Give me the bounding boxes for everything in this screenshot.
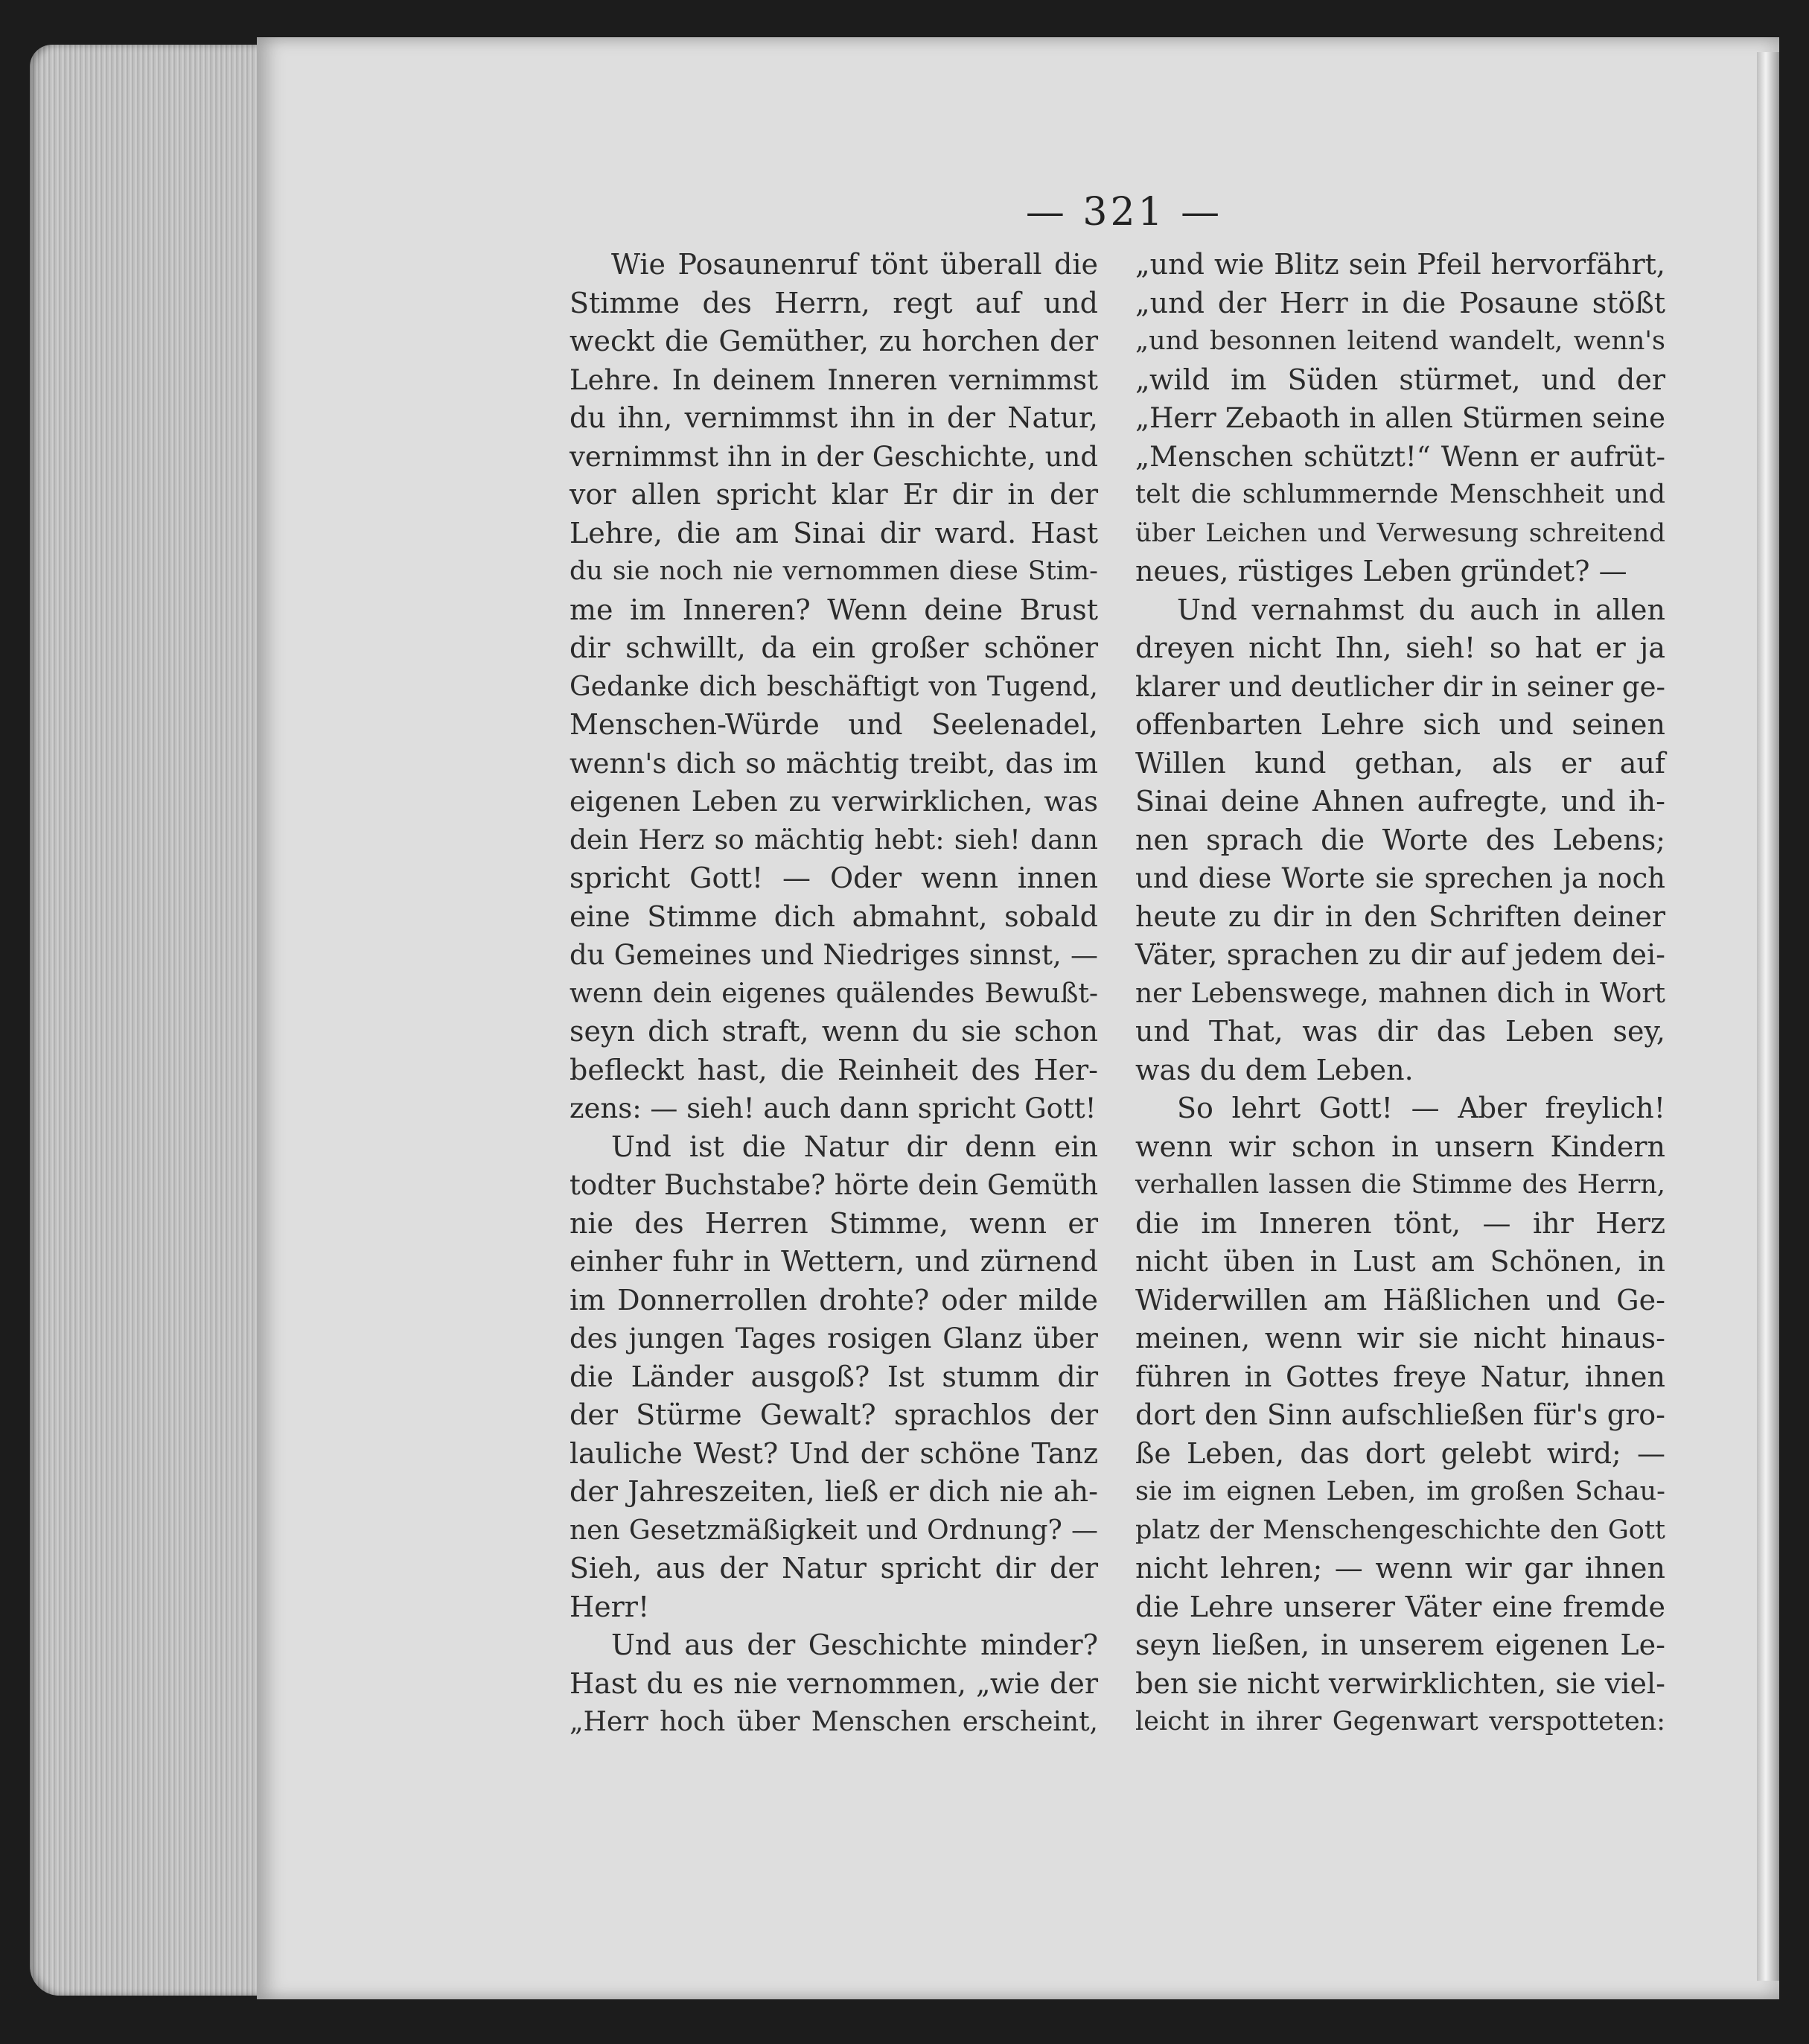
right-text-column	[1135, 246, 1665, 1742]
text-line: der Jahreszeiten, ließ er dich nie ah-	[570, 1475, 1098, 1508]
text-line: ße Leben, das dort gelebt wird; —	[1135, 1436, 1665, 1470]
text-line: verhallen lassen die Stimme des Herrn,	[1135, 1170, 1665, 1200]
text-line: klarer und deutlicher dir in seiner ge-	[1135, 670, 1665, 703]
text-line: „und der Herr in die Posaune stößt	[1135, 286, 1665, 319]
text-line: „Herr Zebaoth in allen Stürmen seine	[1135, 402, 1665, 434]
text-line: führen in Gottes freye Natur, ihnen	[1135, 1360, 1665, 1393]
text-line: sie im eignen Leben, im großen Schau-	[1135, 1477, 1665, 1506]
text-line: Lehre. In deinem Inneren vernimmst	[570, 363, 1098, 396]
text-line: eine Stimme dich abmahnt, sobald	[570, 900, 1098, 933]
text-line: me im Inneren? Wenn deine Brust	[570, 593, 1098, 626]
text-line: des jungen Tages rosigen Glanz über	[570, 1322, 1098, 1354]
text-line: Widerwillen am Häßlichen und Ge-	[1135, 1283, 1665, 1316]
text-line: todter Buchstabe? hörte dein Gemüth	[570, 1169, 1099, 1201]
text-line: Sinai deine Ahnen aufregte, und ih-	[1135, 785, 1665, 818]
text-line: Gedanke dich beschäftigt von Tugend,	[570, 671, 1098, 702]
text-line: ner Lebenswege, mahnen dich in Wort	[1135, 978, 1665, 1009]
text-line: „Herr hoch über Menschen erscheint,	[570, 1707, 1098, 1737]
text-line: vernimmst ihn in der Geschichte, und	[570, 440, 1098, 473]
text-line: du sie noch nie vernommen diese Stim-	[570, 556, 1098, 586]
text-line: was du dem Leben.	[1135, 1053, 1414, 1086]
text-line: dort den Sinn aufschließen für's gro-	[1135, 1398, 1665, 1431]
text-line: nie des Herren Stimme, wenn er	[570, 1206, 1098, 1240]
text-line: die im Inneren tönt, — ihr Herz	[1135, 1206, 1665, 1240]
text-line: befleckt hast, die Reinheit des Her-	[570, 1053, 1098, 1086]
text-line: Und vernahmst du auch in allen	[1177, 593, 1665, 626]
page-curl-edge	[1757, 52, 1779, 1981]
text-line: „wild im Süden stürmet, und der	[1135, 363, 1665, 396]
text-line: dir schwillt, da ein großer schöner	[570, 631, 1098, 664]
text-line: wenn dein eigenes quälendes Bewußt-	[570, 978, 1098, 1009]
text-line: dein Herz so mächtig hebt: sieh! dann	[570, 824, 1098, 856]
text-line: und diese Worte sie sprechen ja noch	[1135, 862, 1665, 894]
text-line: ben sie nicht verwirklichten, sie viel-	[1135, 1666, 1665, 1700]
text-line: Herr!	[570, 1590, 650, 1623]
text-line: wenn wir schon in unsern Kindern	[1135, 1130, 1665, 1163]
text-line: neues, rüstiges Leben gründet? —	[1135, 555, 1627, 588]
text-line: eigenen Leben zu verwirklichen, was	[570, 786, 1098, 818]
text-line: spricht Gott! — Oder wenn innen	[570, 862, 1098, 894]
text-line: Menschen-Würde und Seelenadel,	[570, 708, 1098, 741]
text-line: im Donnerrollen drohte? oder milde	[570, 1283, 1098, 1316]
text-line: Lehre, die am Sinai dir ward. Hast	[570, 516, 1098, 550]
text-line: Wie Posaunenruf tönt überall die	[611, 248, 1098, 281]
text-line: Stimme des Herrn, regt auf und	[570, 286, 1098, 319]
text-line: telt die schlummernde Menschheit und	[1135, 480, 1665, 509]
text-line: die Lehre unserer Väter eine fremde	[1135, 1590, 1665, 1623]
text-line: „und besonnen leitend wandelt, wenn's	[1135, 326, 1665, 356]
text-line: leicht in ihrer Gegenwart verspotteten:	[1135, 1707, 1665, 1736]
text-line: „und wie Blitz sein Pfeil hervorfährt,	[1135, 248, 1665, 281]
text-line: nen sprach die Worte des Lebens;	[1135, 823, 1665, 856]
text-line: Hast du es nie vernommen, „wie der	[570, 1666, 1098, 1700]
text-line: zens: — sieh! auch dann spricht Gott!	[570, 1092, 1097, 1124]
text-line: offenbarten Lehre sich und seinen	[1135, 708, 1665, 741]
text-line: Und ist die Natur dir denn ein	[611, 1130, 1098, 1163]
book-page-edges	[30, 45, 268, 1996]
text-line: Sieh, aus der Natur spricht dir der	[570, 1552, 1098, 1585]
text-line: nicht lehren; — wenn wir gar ihnen	[1135, 1552, 1665, 1585]
text-line: nen Gesetzmäßigkeit und Ordnung? —	[570, 1515, 1098, 1546]
text-line: nicht üben in Lust am Schönen, in	[1135, 1245, 1665, 1278]
text-line: platz der Menschengeschichte den Gott	[1135, 1515, 1665, 1545]
text-line: der Stürme Gewalt? sprachlos der	[570, 1398, 1098, 1431]
text-line: meinen, wenn wir sie nicht hinaus-	[1135, 1322, 1665, 1354]
text-line: dreyen nicht Ihn, sieh! so hat er ja	[1135, 631, 1665, 664]
text-line: wenn's dich so mächtig treibt, das im	[570, 747, 1098, 780]
text-line: heute zu dir in den Schriften deiner	[1135, 900, 1665, 933]
text-line: über Leichen und Verwesung schreitend	[1135, 518, 1665, 548]
left-text-column	[570, 246, 1098, 1742]
text-line: einher fuhr in Wettern, und zürnend	[570, 1245, 1098, 1278]
text-line: So lehrt Gott! — Aber freylich!	[1177, 1092, 1665, 1124]
text-line: „Menschen schützt!“ Wenn er aufrüt-	[1135, 440, 1665, 473]
text-line: die Länder ausgoß? Ist stumm dir	[570, 1360, 1098, 1393]
text-line: weckt die Gemüther, zu horchen der	[570, 325, 1098, 357]
text-line: du ihn, vernimmst ihn in der Natur,	[570, 401, 1098, 434]
text-line: Väter, sprachen zu dir auf jedem dei-	[1135, 938, 1665, 971]
text-line: du Gemeines und Niedriges sinnst, —	[570, 939, 1098, 971]
text-line: lauliche West? Und der schöne Tanz	[570, 1436, 1098, 1470]
text-line: Willen kund gethan, als er auf	[1135, 746, 1665, 780]
page-number: — 321 —	[1025, 190, 1223, 235]
text-line: seyn dich straft, wenn du sie schon	[570, 1015, 1098, 1048]
text-line: vor allen spricht klar Er dir in der	[570, 478, 1098, 511]
text-line: seyn ließen, in unserem eigenen Le-	[1135, 1628, 1665, 1661]
text-line: und That, was dir das Leben sey,	[1135, 1015, 1665, 1048]
text-line: Und aus der Geschichte minder?	[611, 1628, 1098, 1661]
